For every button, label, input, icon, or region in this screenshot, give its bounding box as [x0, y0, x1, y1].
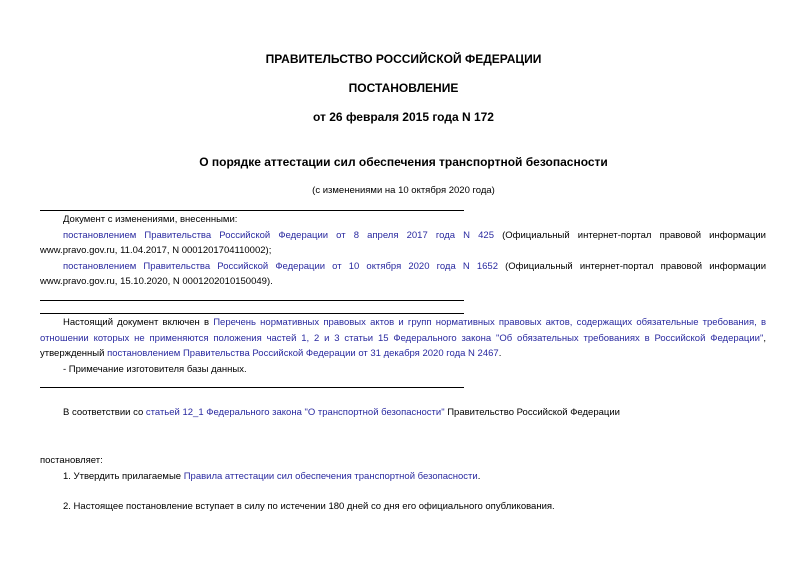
change-item-2: [40, 259, 766, 290]
note-text-2: , утвержденный: [40, 332, 766, 359]
law-article-link[interactable]: статьей 12_1 Федерального закона "О транспортной безопасности": [145, 407, 445, 418]
decision-item-1: [40, 469, 766, 485]
decision-item-1-text: 1. Утвердить прилагаемые: [63, 471, 184, 482]
preamble: [40, 405, 766, 421]
change-item-1-source: (Официальный интернет-портал правовой информации www.pravo.gov.ru, 11.04.2017, N 0001201704110002);: [40, 229, 766, 256]
amendment-link-2020[interactable]: постановлением Правительства Российской Федерации от 10 октября 2020 года N 1652: [63, 260, 498, 272]
decree-2467-link[interactable]: постановлением Правительства Российской Федерации от 31 декабря 2020 года N 2467: [107, 348, 499, 359]
rules-link[interactable]: Правила аттестации сил обеспечения транспортной безопасности: [183, 471, 478, 482]
database-note: [40, 315, 766, 377]
database-maker-note: - Примечание изготовителя базы данных.: [63, 363, 247, 375]
preamble-text-1: В соответствии со: [63, 407, 146, 418]
change-item-1: [40, 228, 766, 259]
perechen-link[interactable]: Перечень нормативных правовых актов и групп нормативных правовых актов, содержащих обязательные требования, в отношении которых не применяются положения частей 1, 2 и 3 статьи 15 Федерального закона "Об обязательных требованиях в Российской Федерации": [40, 317, 766, 344]
note-text-3: .: [498, 348, 502, 359]
changes-block: [40, 212, 766, 290]
divider: [40, 300, 464, 301]
document-date-number: от 26 февраля 2015 года N 172: [313, 110, 494, 124]
document-title: О порядке аттестации сил обеспечения транспортной безопасности: [199, 155, 608, 169]
revision-note: (с изменениями на 10 октября 2020 года): [312, 185, 495, 196]
decree-word: постановляет:: [40, 455, 103, 466]
decision-item-1-end: .: [477, 471, 481, 482]
amendment-link-2017[interactable]: постановлением Правительства Российской Федерации от 8 апреля 2017 года N 425: [63, 229, 494, 241]
divider: [40, 210, 464, 211]
changes-intro: Документ с изменениями, внесенными:: [63, 214, 238, 225]
note-text-1: Настоящий документ включен в: [63, 317, 214, 328]
divider: [40, 313, 464, 314]
document-type: ПОСТАНОВЛЕНИЕ: [348, 81, 459, 95]
government-title: ПРАВИТЕЛЬСТВО РОССИЙСКОЙ ФЕДЕРАЦИИ: [265, 52, 542, 66]
preamble-text-2: Правительство Российской Федерации: [444, 407, 620, 418]
decision-item-2-text: 2. Настоящее постановление вступает в силу по истечении 180 дней со дня его официального опубликования.: [63, 501, 555, 512]
change-item-2-source: (Официальный интернет-портал правовой информации www.pravo.gov.ru, 15.10.2020, N 0001202010150049).: [40, 260, 766, 287]
decision-item-2: [40, 499, 766, 515]
divider: [40, 387, 464, 388]
note-text: [40, 315, 766, 362]
